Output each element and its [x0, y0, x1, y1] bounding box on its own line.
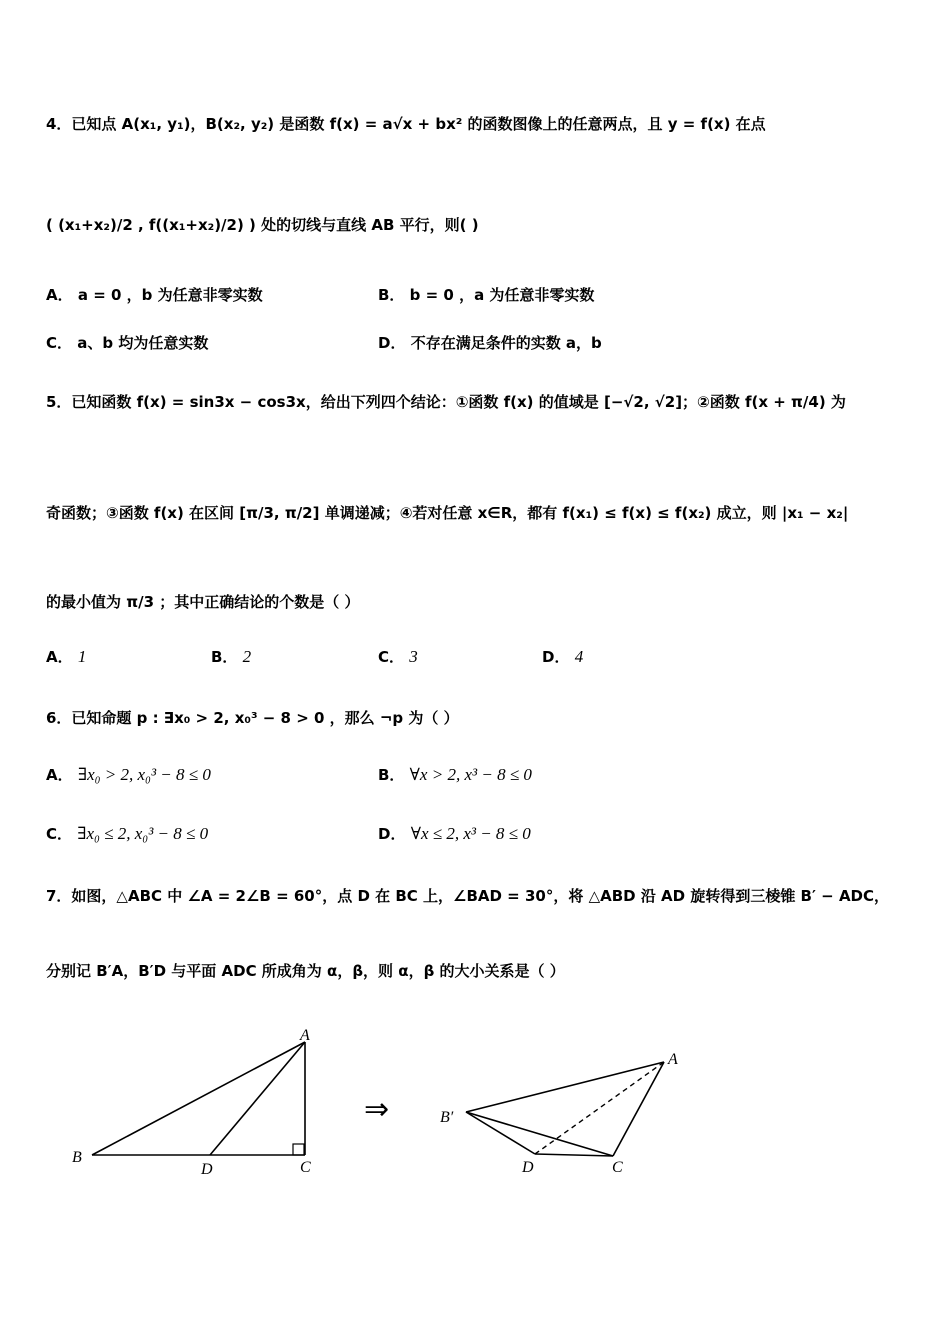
edge-dc — [535, 1154, 613, 1156]
option-text: a = 0 ，b 为任意非零实数 — [77, 286, 263, 304]
q4-line1: 4．已知点 A(x₁, y₁)，B(x₂, y₂) 是函数 f(x) = a√x + bx² 的函数图像上的任意两点，且 y = f(x) 在点 — [46, 115, 766, 133]
label-c: C — [612, 1159, 623, 1175]
option-text: ∀x > 2, x³ − 8 ≤ 0 — [409, 765, 532, 784]
q4-option-a — [46, 284, 263, 305]
option-label: C． — [46, 825, 73, 843]
label-b: B — [72, 1149, 82, 1166]
edge-da-hidden — [535, 1062, 664, 1154]
q6-line1: 6．已知命题 p : ∃x₀ > 2, x₀³ − 8 > 0 ，那么 ¬p 为（ ） — [46, 709, 459, 727]
triangle-abc-figure — [60, 1020, 340, 1185]
label-a: A — [668, 1051, 678, 1068]
option-label: B． — [378, 766, 405, 784]
edge-ca — [613, 1062, 664, 1156]
q6-option-c — [46, 823, 208, 844]
q5-option-c — [378, 646, 418, 667]
option-label: A． — [46, 648, 73, 666]
q5-option-b — [211, 646, 251, 667]
q5-option-a — [46, 646, 86, 667]
transform-arrow-icon: ⇒ — [364, 1092, 390, 1127]
option-label: D． — [378, 334, 406, 352]
option-label: A． — [46, 766, 73, 784]
q7-line2: 分别记 B′A，B′D 与平面 ADC 所成角为 α，β，则 α，β 的大小关系是（ ） — [46, 962, 565, 980]
right-angle-mark — [293, 1144, 304, 1155]
option-label: B． — [378, 286, 405, 304]
edge-bc — [466, 1112, 613, 1156]
option-label: C． — [46, 334, 73, 352]
option-text: a、b 均为任意实数 — [77, 334, 209, 352]
edge-bd — [466, 1112, 535, 1154]
option-text: 2 — [242, 647, 252, 666]
option-text: 1 — [77, 647, 87, 666]
option-text: b = 0 ，a 为任意非零实数 — [409, 286, 595, 304]
option-label: D． — [542, 648, 570, 666]
q5-line1: 5．已知函数 f(x) = sin3x − cos3x，给出下列四个结论：①函数 f(x) 的值域是 [−√2, √2]；②函数 f(x + π/4) 为 — [46, 393, 846, 411]
option-text: 4 — [574, 647, 584, 666]
label-b-prime: B′ — [440, 1109, 454, 1126]
q4-option-d — [378, 332, 602, 353]
option-label: B． — [211, 648, 238, 666]
q4-line2: ( (x₁+x₂)/2 , f((x₁+x₂)/2) ) 处的切线与直线 AB 平行，则( ) — [46, 216, 479, 234]
q5-option-d — [542, 646, 583, 667]
q4-option-b — [378, 284, 594, 305]
tetrahedron-figure — [430, 1040, 700, 1175]
option-text: ∃x₀ ≤ 2, x₀³ − 8 ≤ 0 — [77, 824, 209, 843]
segment-ad — [210, 1042, 305, 1155]
label-a: A — [300, 1027, 310, 1044]
option-text: 不存在满足条件的实数 a，b — [410, 334, 602, 352]
option-label: A． — [46, 286, 73, 304]
q6-option-a — [46, 764, 211, 785]
edge-ba — [466, 1062, 664, 1112]
option-text: 3 — [409, 647, 418, 666]
q4-option-c — [46, 332, 208, 353]
label-c: C — [300, 1159, 311, 1176]
q7-line1: 7．如图，△ABC 中 ∠A = 2∠B = 60°，点 D 在 BC 上，∠BAD = 30°，将 △ABD 沿 AD 旋转得到三棱锥 B′ − ADC， — [46, 887, 890, 905]
q5-line2: 奇函数；③函数 f(x) 在区间 [π/3, π/2] 单调递减；④若对任意 x∈R，都有 f(x₁) ≤ f(x) ≤ f(x₂) 成立，则 |x₁ − x₂| — [46, 504, 849, 522]
label-d: D — [201, 1161, 213, 1178]
option-label: C． — [378, 648, 405, 666]
option-text: ∀x ≤ 2, x³ − 8 ≤ 0 — [410, 824, 531, 843]
label-d: D — [522, 1159, 534, 1175]
q6-option-b — [378, 764, 532, 785]
q5-line3: 的最小值为 π/3 ；其中正确结论的个数是（ ） — [46, 593, 360, 611]
option-text: ∃x₀ > 2, x₀³ − 8 ≤ 0 — [77, 765, 211, 784]
option-label: D． — [378, 825, 406, 843]
segment-ab — [92, 1042, 305, 1155]
q6-option-d — [378, 823, 531, 844]
